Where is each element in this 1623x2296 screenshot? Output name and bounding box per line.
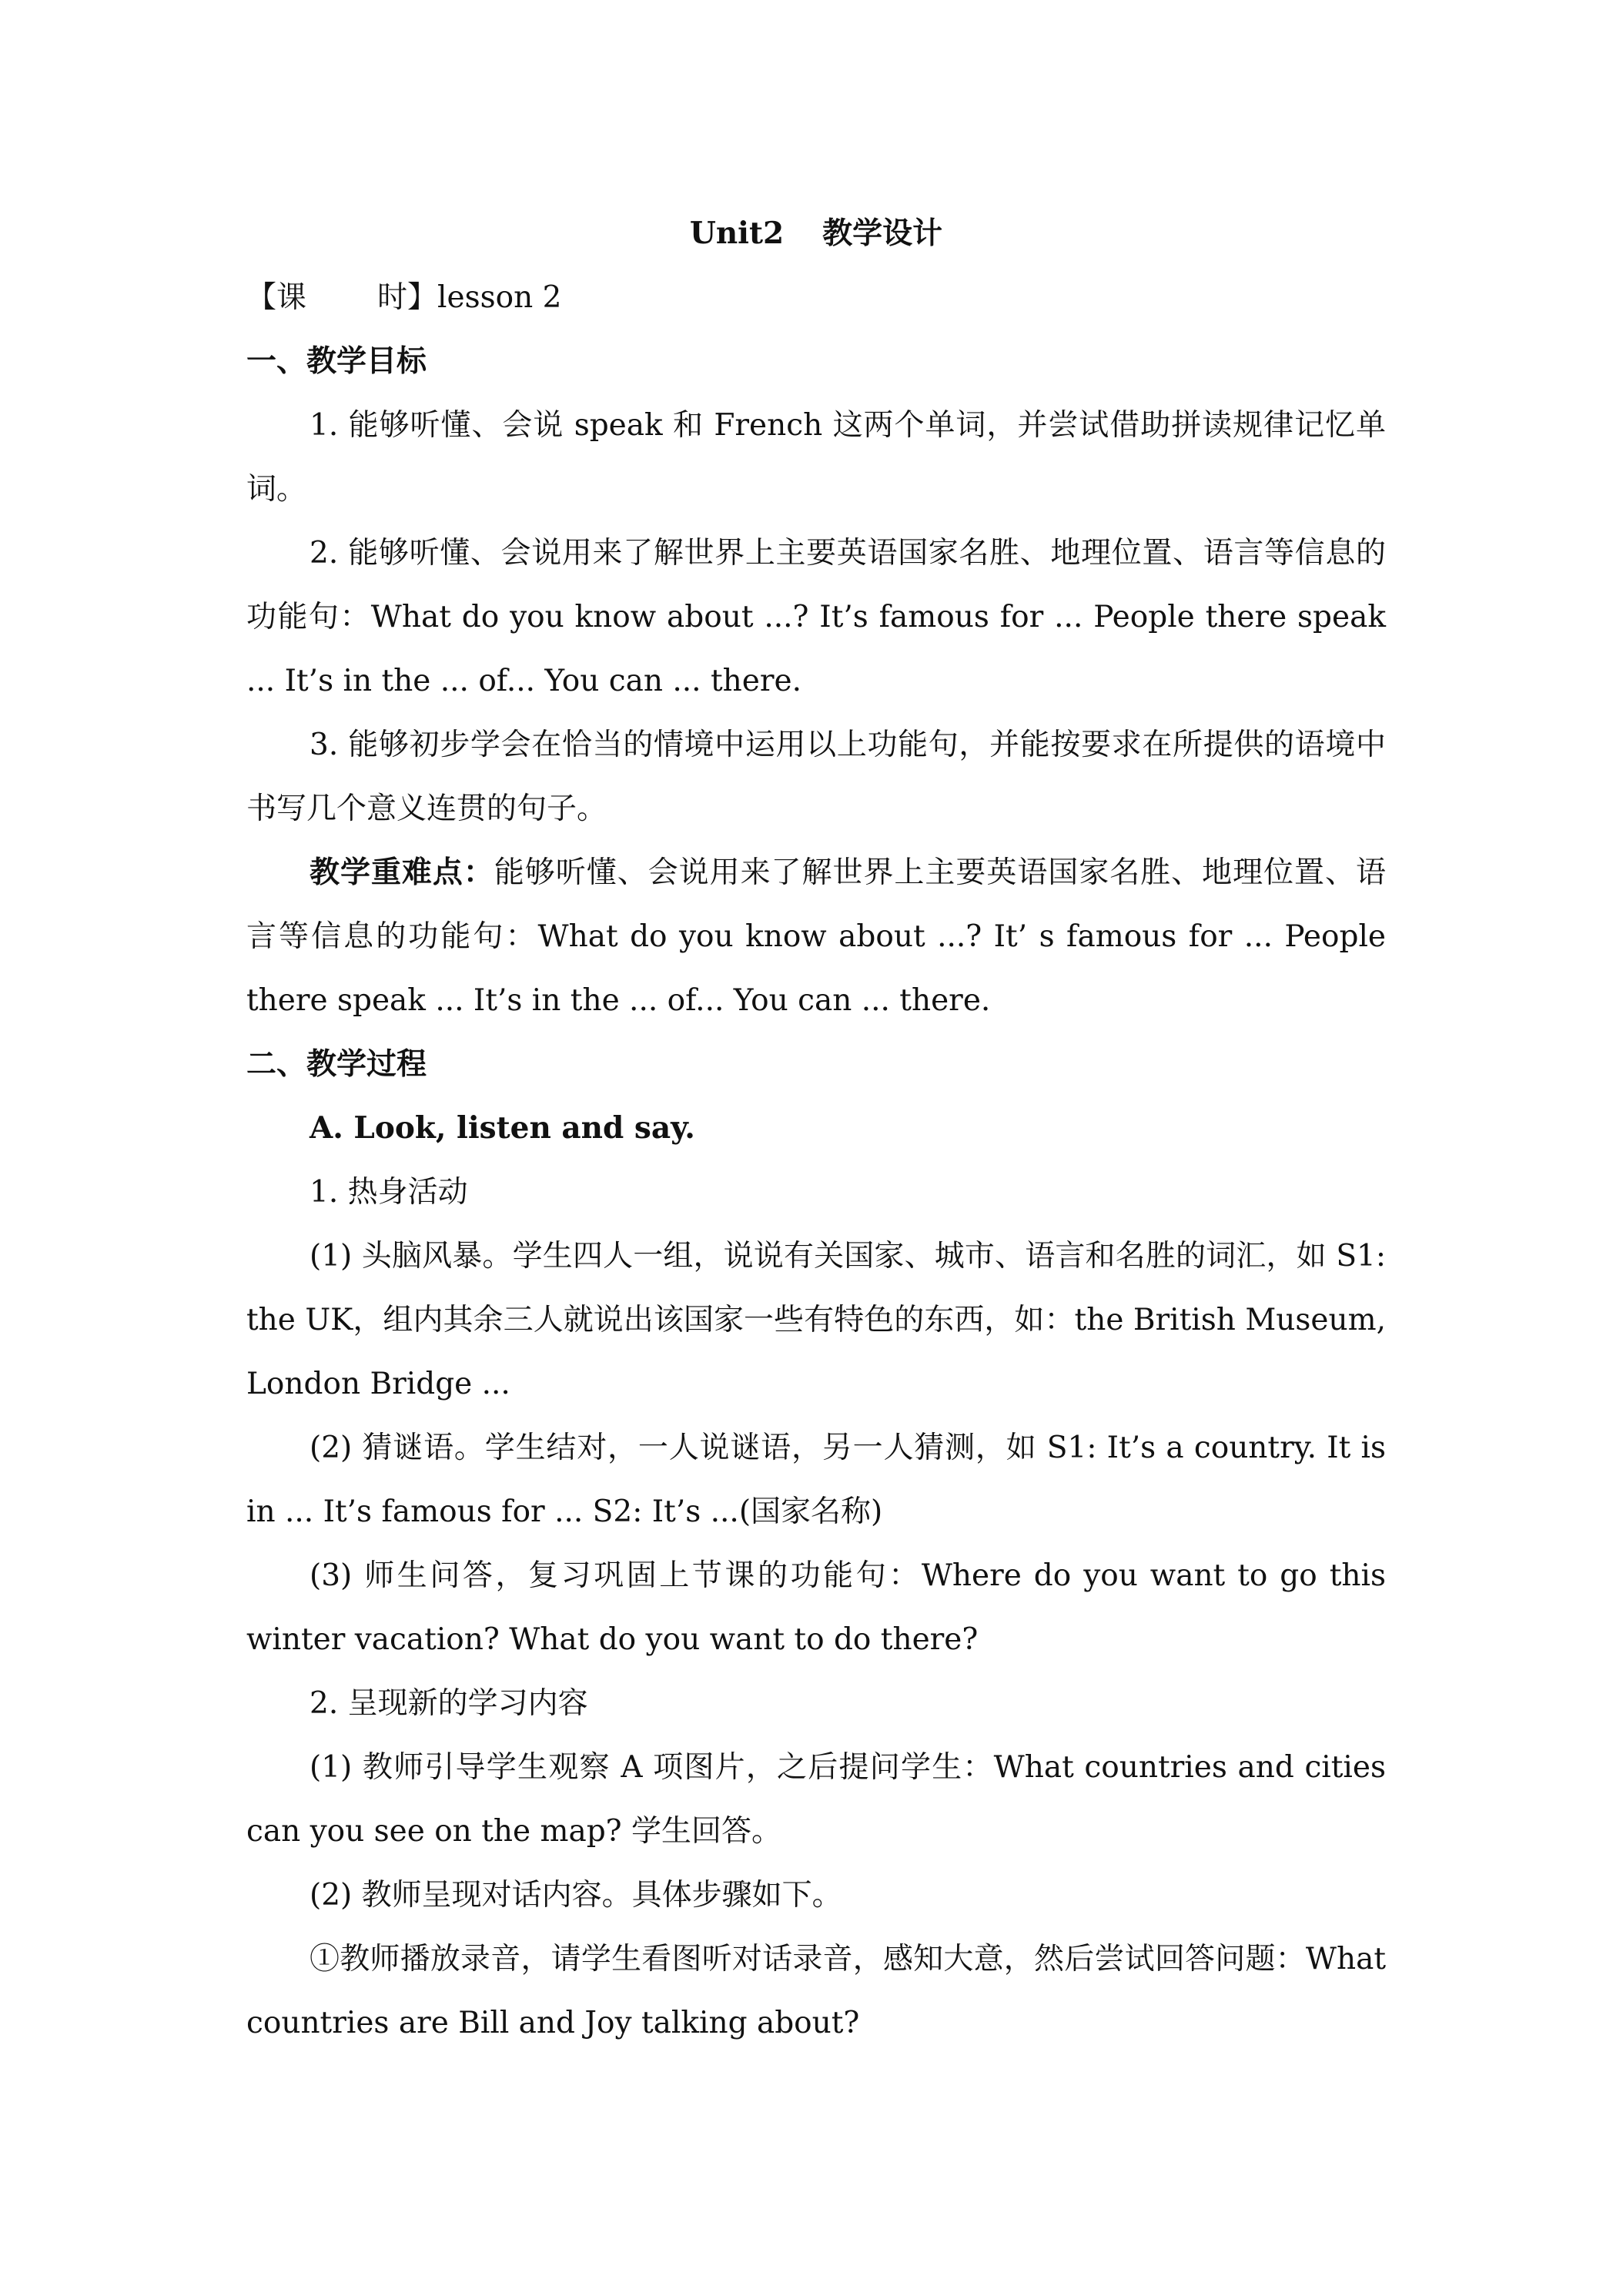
part-a-heading: A. Look, listen and say. [310, 1110, 695, 1146]
title-text: 教学设计 [822, 216, 943, 251]
lesson-label-close: 时】 [377, 280, 438, 315]
goal-item: 2. 能够听懂、会说用来了解世界上主要英语国家名胜、地理位置、语言等信息的功能句：What do you know about ...? It’s famous for ... People there speak ... It’s in the ... of... You can ... there. [246, 536, 1386, 698]
step-item: (1) 教师引导学生观察 A 项图片，之后提问学生：What countries and cities can you see on the map? 学生回答。 [246, 1750, 1386, 1849]
step-heading: 1. 热身活动 [310, 1175, 468, 1210]
lesson-label-open: 【课 [246, 280, 307, 315]
lesson-value: lesson 2 [437, 280, 562, 315]
goal-item: 1. 能够听懂、会说 speak 和 French 这两个单词，并尝试借助拼读规律记忆单词。 [246, 408, 1386, 507]
section-heading-process: 二、教学过程 [246, 1046, 427, 1082]
step-heading: 2. 呈现新的学习内容 [310, 1686, 588, 1721]
step-item: (2) 教师呈现对话内容。具体步骤如下。 [310, 1878, 842, 1913]
step-item: ①教师播放录音，请学生看图听对话录音，感知大意，然后尝试回答问题：What countries are Bill and Joy talking about? [246, 1942, 1386, 2040]
step-item: (2) 猜谜语。学生结对，一人说谜语，另一人猜测，如 S1: It’s a country. It is in ... It’s famous for ... S2: It’s ...(国家名称) [246, 1431, 1386, 1529]
key-points-text: 能够听懂、会说用来了解世界上主要英语国家名胜、地理位置、语言等信息的功能句：What do you know about ...? It’ s famous for ... People there speak ... It’s in the ... of... You can ... there. [246, 855, 1386, 1018]
step-item: (1) 头脑风暴。学生四人一组，说说有关国家、城市、语言和名胜的词汇，如 S1: the UK，组内其余三人就说出该国家一些有特色的东西，如：the British Museum, London Bridge ... [246, 1239, 1386, 1401]
section-heading-goals: 一、教学目标 [246, 343, 427, 379]
lesson-line [246, 266, 1386, 330]
key-points-label: 教学重难点： [310, 855, 494, 890]
document-body [246, 202, 1386, 2055]
key-points-paragraph [246, 841, 1386, 1033]
step-item: (3) 师生问答，复习巩固上节课的功能句：Where do you want to go this winter vacation? What do you want to do there? [246, 1558, 1386, 1657]
goal-item: 3. 能够初步学会在恰当的情境中运用以上功能句，并能按要求在所提供的语境中书写几个意义连贯的句子。 [246, 728, 1386, 826]
title-unit: Unit2 [689, 216, 785, 251]
page-title [246, 202, 1386, 266]
